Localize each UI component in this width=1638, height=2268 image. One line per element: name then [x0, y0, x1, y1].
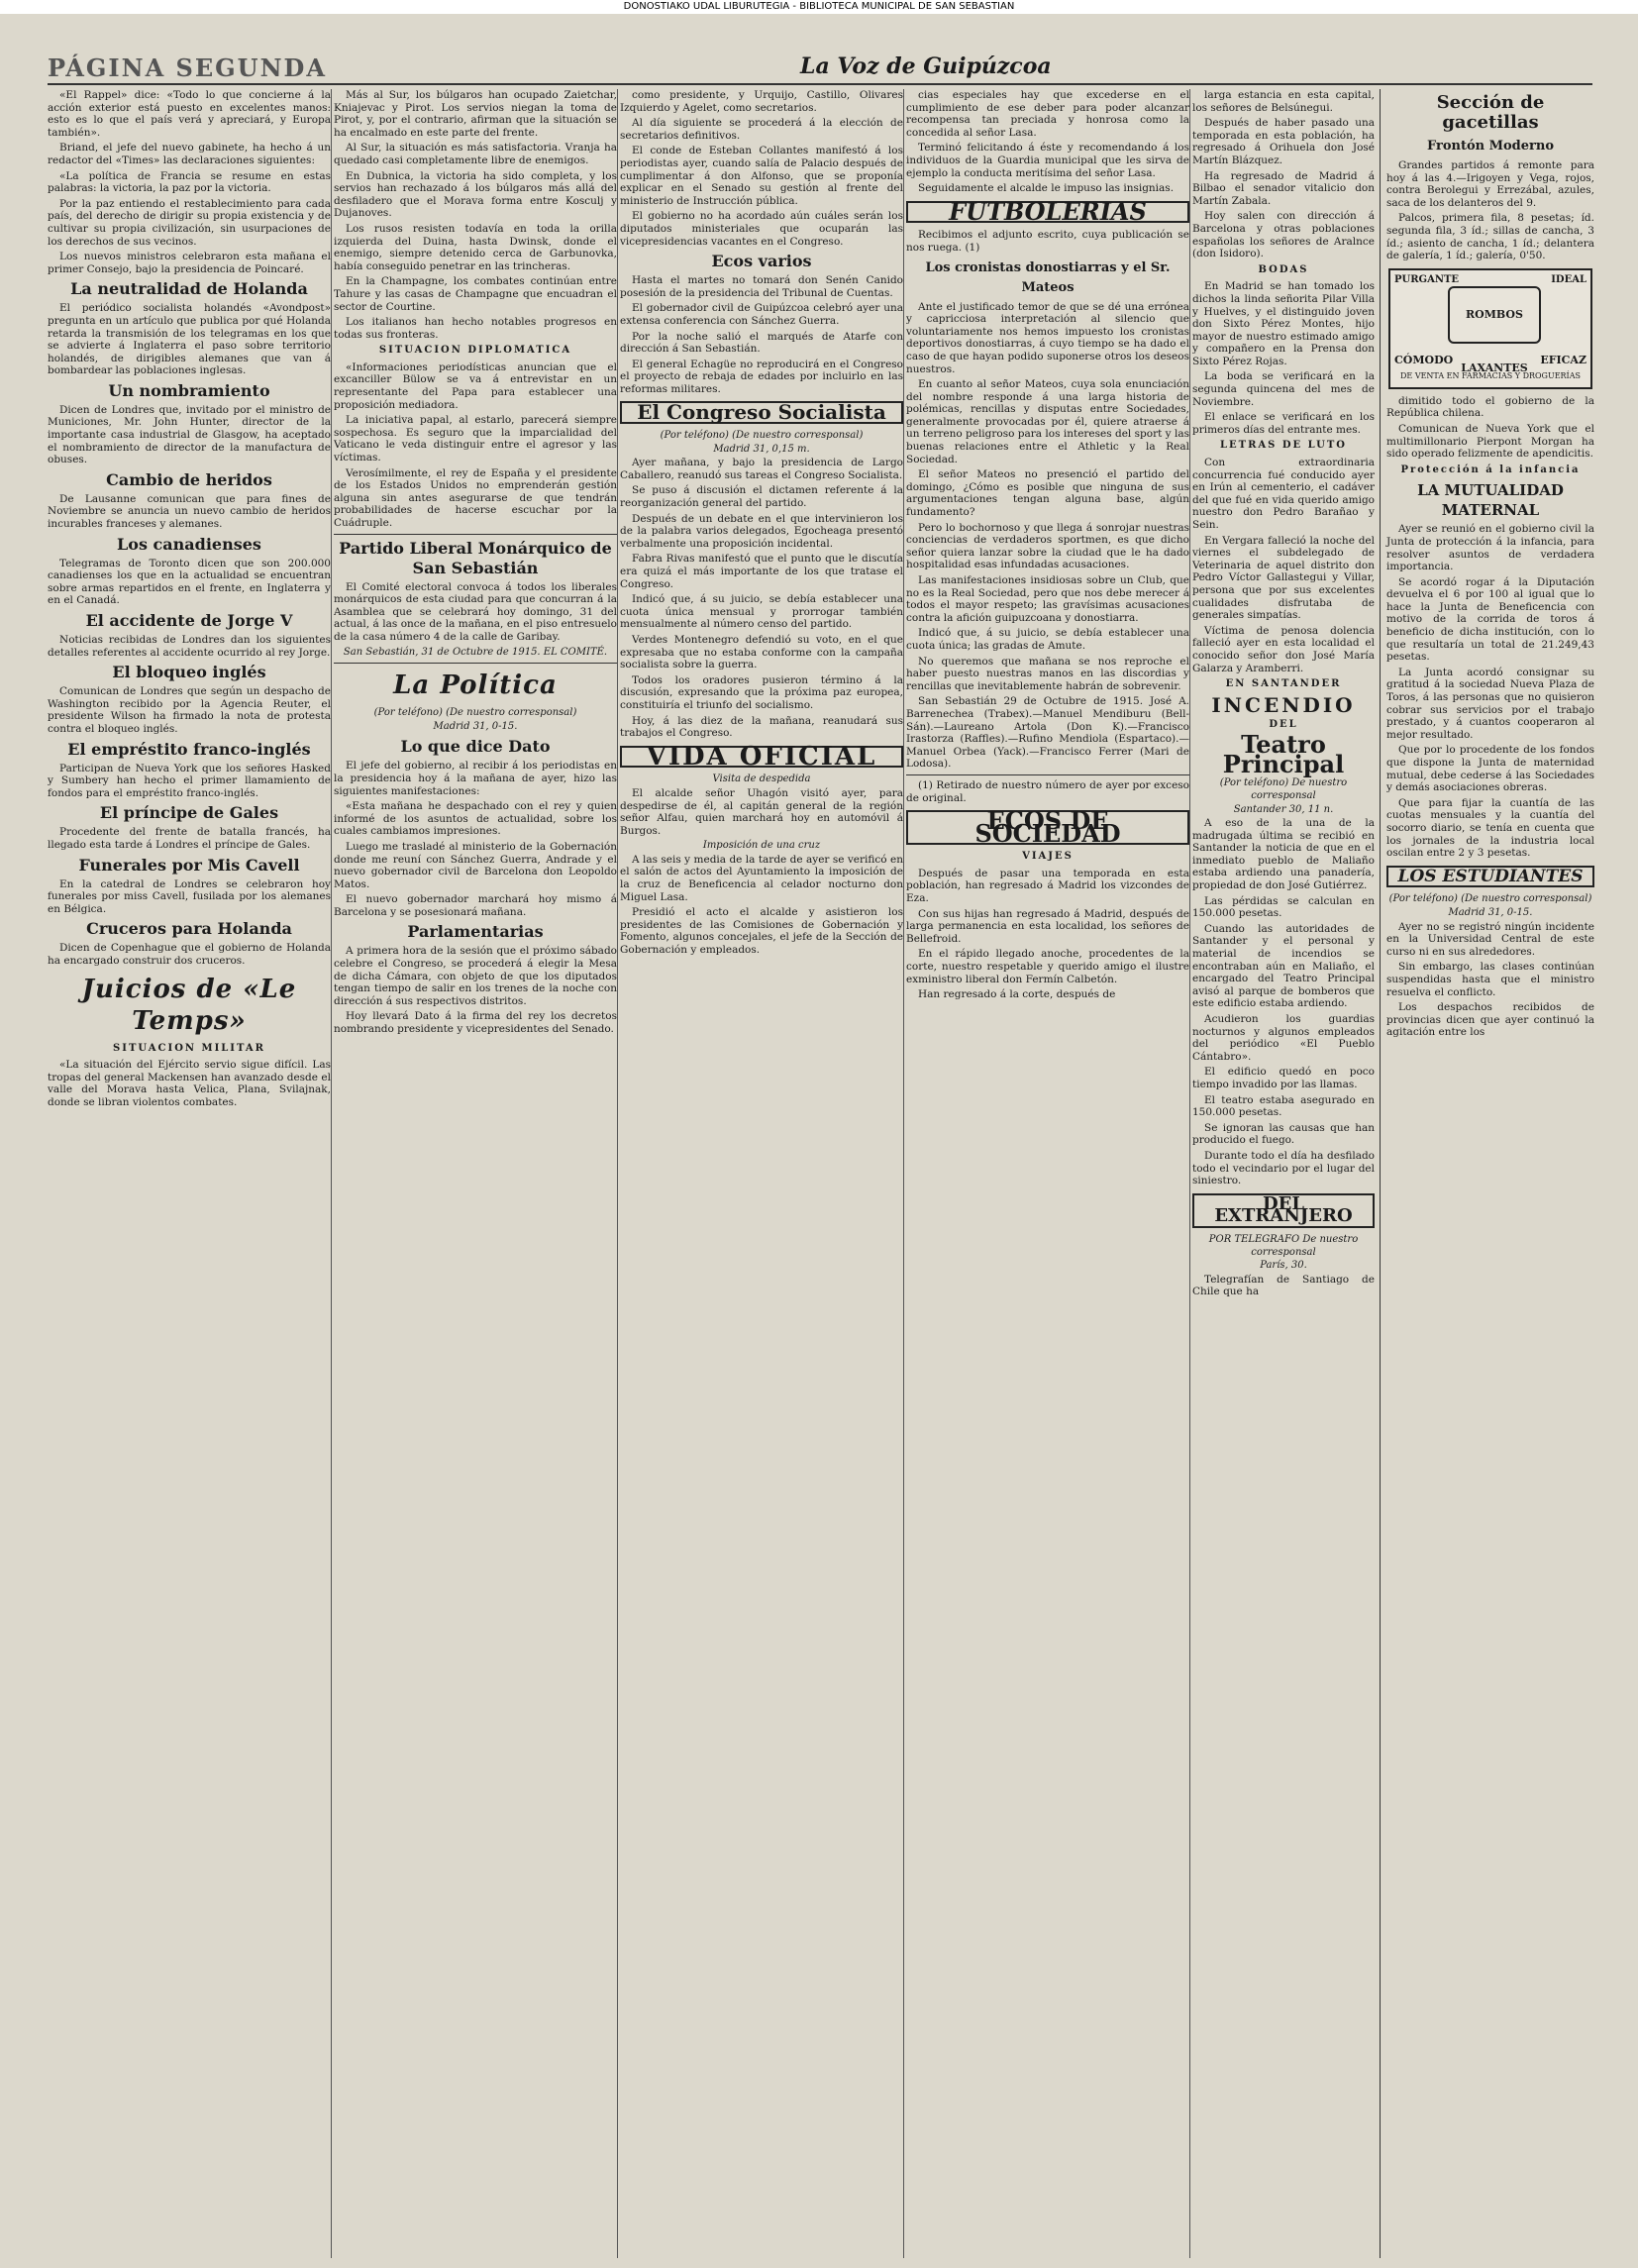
article-text: Los despachos recibidos de provincias dicen que ayer continuó la agitación entre los	[1386, 1001, 1594, 1039]
headline: El accidente de Jorge V	[85, 611, 293, 630]
headline-connector: DEL	[1269, 718, 1298, 730]
headline: Parlamentarias	[407, 922, 544, 942]
article-text: Dicen de Copenhague que el gobierno de Holanda ha encargado construir dos cruceros.	[48, 942, 331, 967]
article-text: En la catedral de Londres se celebraron hoy funerales por miss Cavell, fusilada por los alemanes en Bélgica.	[48, 877, 331, 915]
dateline: Madrid 31, 0-15.	[433, 720, 518, 732]
article-text: Que para fijar la cuantía de las cuotas mensuales y la cuantía del socorro diario, se tenía en cuenta que los jornales de la industria local oscilan entre 2 y 3 pesetas.	[1386, 796, 1594, 860]
article-text: En cuanto al señor Mateos, cuya sola enunciación del nombre responde á una larga historia de polémicas, rencillas y disputas entre Sociedades, generalmente provocadas por él, quiere atraerse á un terreno peligroso para los intereses del sport y las buenas relaciones entre el Athletic y la Real Sociedad.	[906, 378, 1189, 465]
headline: Un nombramiento	[108, 380, 270, 400]
article-text: «Esta mañana he despachado con el rey y quien informé de los asuntos de actualidad, sobre los cuales cambiamos impresiones.	[334, 800, 617, 838]
byline: (Por teléfono) De nuestro corresponsal	[1219, 777, 1348, 801]
column-6	[1380, 89, 1594, 2258]
section-label: EN SANTANDER	[1225, 678, 1342, 690]
byline: (Por teléfono) (De nuestro corresponsal)	[373, 707, 577, 719]
article-text: Durante todo el día ha desfilado todo el vecindario por el lugar del siniestro.	[1192, 1149, 1375, 1187]
article-text: Terminó felicitando á éste y recomendando á los individuos de la Guardia municipal que les sirva de ejemplo la conducta meritísima del señor Lasa.	[906, 142, 1189, 179]
column-3	[620, 89, 903, 2258]
headline-large: Juicios de «Le Temps»	[81, 974, 297, 1036]
article-text: La Junta acordó consignar su gratitud á la sociedad Nueva Plaza de Toros, á las personas que no quisieron cobrar sus servicios por el trabajo prestado, y á cuantos cooperaron al mejor resultado.	[1386, 666, 1594, 741]
article-text: Con extraordinaria concurrencia fué conducido ayer en Irún al cementerio, el cadáver del que fué en vida querido amigo nuestro don Pedro Barañao y Sein.	[1192, 457, 1375, 531]
article-text: Noticias recibidas de Londres dan los siguientes detalles referentes al accidente ocurrido al rey Jorge.	[48, 634, 331, 659]
byline: POR TELEGRAFO De nuestro corresponsal	[1208, 1233, 1359, 1258]
article-text: La iniciativa papal, al estarlo, parecerá siempre sospechosa. Es seguro que la imparcialidad del Vaticano le veda distinguir entre el agresor y las víctimas.	[334, 414, 617, 464]
newspaper-title: La Voz de Guipúzcoa	[800, 53, 1052, 79]
article-text: «El Rappel» dice: «Todo lo que concierne á la acción exterior está puesto en excelentes manos: esto es lo que el país verá y apreciará, y Europa también».	[48, 89, 331, 139]
article-text: dimitido todo el gobierno de la República chilena.	[1386, 394, 1594, 420]
headline: Funerales por Mis Cavell	[78, 855, 300, 875]
article-text: Comunican de Londres que según un despacho de Washington recibido por la Agencia Reuter, el presidente Wilson ha firmado la nota de protesta contra el bloqueo inglés.	[48, 685, 331, 735]
article-text: El gobernador civil de Guipúzcoa celebró ayer una extensa conferencia con Sánchez Guerra.	[620, 302, 903, 327]
article-text: Presidió el acto el alcalde y asistieron los presidentes de las Comisiones de Gobernación y Fomento, algunos concejales, el jefe de la Sección de Gobernación y empleados.	[620, 906, 903, 957]
headline: Los cronistas donostiarras y el Sr. Mateos	[925, 259, 1171, 295]
article-text: Dicen de Londres que, invitado por el ministro de Municiones, Mr. John Hunter, director de la importante casa industrial de Glasgow, ha aceptado el nombramiento de director de la manufactura de obuses.	[48, 403, 331, 466]
article-text: Por la noche salió el marqués de Atarfe con dirección á San Sebastián.	[620, 330, 903, 356]
article-text: Ha regresado de Madrid á Bilbao el senador vitalicio don Martín Zabala.	[1192, 169, 1375, 207]
article-text: Acudieron los guardias nocturnos y algunos empleados del periódico «El Pueblo Cántabro».	[1192, 1013, 1375, 1063]
subheading: VIAJES	[1022, 851, 1074, 863]
subheading: Imposición de una cruz	[702, 840, 821, 852]
article-text: Al Sur, la situación es más satisfactoria. Vranja ha quedado casi completamente libre de enemigos.	[334, 142, 617, 166]
article-text: Verdes Montenegro defendió su voto, en el que expresaba que no estaba conforme con la campaña socialista sobre la guerra.	[620, 633, 903, 671]
article-text: Cuando las autoridades de Santander y el personal y material de incendios se encontraban aún en Maliaño, el encargado del Teatro Principal avisó al parque de bomberos que este edificio estaba ardiendo.	[1192, 922, 1375, 1010]
headline: El bloqueo inglés	[112, 663, 266, 682]
signature: San Sebastián 29 de Octubre de 1915. José A. Barrenechea (Trabex).—Manuel Mendiburu (Bell-Sán).—Laureano Artola (Don K).—Francisco Irastorza (Raffles).—Rufino Mendiola (Espartaco).—Manuel Orbea (Yack).—Francisco Ferrer (Mari de Lodosa).	[906, 695, 1189, 771]
headline: El príncipe de Gales	[99, 803, 279, 823]
article-text: Hoy, á las diez de la mañana, reanudará sus trabajos el Congreso.	[620, 714, 903, 740]
subheading: SITUACION DIPLOMATICA	[378, 345, 572, 357]
article-text: El gobierno no ha acordado aún cuáles serán los diputados ministeriales que ocuparán las vicepresidencias vacantes en el Congreso.	[620, 210, 903, 248]
article-text: Más al Sur, los búlgaros han ocupado Zaietchar, Kniajevac y Pirot. Los servios niegan la toma de Pirot, y, por el contrario, afirman que la situación se ha encalmado en este parte del frente.	[334, 89, 617, 139]
article-text: A primera hora de la sesión que el próximo sábado celebre el Congreso, se procederá á elegir la Mesa de dicha Cámara, con objeto de que los diputados tengan tiempo de salir en los trenes de la noche con dirección á sus respectivos distritos.	[334, 945, 617, 1007]
article-text: Briand, el jefe del nuevo gabinete, ha hecho á un redactor del «Times» las declaraciones siguientes:	[48, 142, 331, 166]
article-text: «Informaciones periodísticas anuncian que el excanciller Bülow se va á entrevistar en un representante del Papa para establecer una proposición mediadora.	[334, 361, 617, 411]
article-text: Grandes partidos á remonte para hoy á las 4.—Irigoyen y Vega, rojos, contra Berolegui y Errezábal, azules, saca de los delanteros del 9.	[1386, 159, 1594, 209]
article-text: En el rápido llegado anoche, procedentes de la corte, nuestro respetable y querido amigo el ilustre exministro liberal don Fermín Calbetón.	[906, 948, 1189, 985]
article-text: Se puso á discusión el dictamen referente á la reorganización general del partido.	[620, 484, 903, 510]
article-text: Recibimos el adjunto escrito, cuya publicación se nos ruega. (1)	[906, 229, 1189, 254]
byline: (Por teléfono) (De nuestro corresponsal)	[660, 430, 864, 442]
column-rule	[903, 89, 904, 2258]
article-text: En la Champagne, los combates continúan entre Tahure y las casas de Champagne que encuadran el sector de Courtine.	[334, 275, 617, 313]
article-text: Verosímilmente, el rey de España y el presidente de los Estados Unidos no emprenderán gestión alguna sin antes asegurarse de que tendrán probabilidades de hacerse escuchar por la Cuádruple.	[334, 466, 617, 529]
headline: Ecos varios	[711, 252, 812, 271]
advertisement	[1388, 268, 1592, 389]
article-text: Ayer mañana, y bajo la presidencia de Largo Caballero, reanudó sus tareas el Congreso Socialista.	[620, 457, 903, 481]
article-text: El teatro estaba asegurado en 150.000 pesetas.	[1192, 1093, 1375, 1119]
article-text: Víctima de penosa dolencia falleció ayer en esta localidad el conocido señor don José María Galarza y Aramberri.	[1192, 624, 1375, 674]
column-5	[1192, 89, 1375, 2258]
article-text: Hasta el martes no tomará don Senén Canido posesión de la presidencia del Tribunal de Cuentas.	[620, 274, 903, 299]
article-text: Procedente del frente de batalla francés, ha llegado esta tarde á Londres el príncipe de Gales.	[48, 826, 331, 851]
column-rule	[331, 89, 332, 2258]
article-text: Participan de Nueva York que los señores Hasked y Sumbery han hecho el primer llamamiento de fondos para el empréstito franco-inglés.	[48, 762, 331, 799]
article-text: Indicó que, á su juicio, se debía establecer una cuota única mensual y prorrogar también mensualmente al número censo del partido.	[620, 593, 903, 631]
section-heading: Sección de gacetillas	[1436, 92, 1545, 133]
article-text: Hoy salen con dirección á Barcelona y otras poblaciones españolas los señores de Aralnce (don Isidoro).	[1192, 210, 1375, 260]
article-text: La boda se verificará en la segunda quincena del mes de Noviembre.	[1192, 370, 1375, 408]
column-4	[906, 89, 1189, 2258]
article-text: Comunican de Nueva York que el multimillonario Pierpont Morgan ha sido operado felizmente de apendicitis.	[1386, 422, 1594, 461]
article-text: Indicó que, á su juicio, se debía establecer una cuota única; las gradas de Amute.	[906, 627, 1189, 652]
subheading: SITUACION MILITAR	[113, 1042, 265, 1054]
headline-large: Teatro Principal	[1222, 730, 1345, 779]
dateline: Santander 30, 11 n.	[1233, 803, 1334, 815]
subheading: BODAS	[1258, 263, 1309, 275]
subheading: Protección á la infancia	[1400, 464, 1581, 475]
article-text: larga estancia en esta capital, los señores de Belsúnegui.	[1192, 89, 1375, 114]
footnote: (1) Retirado de nuestro número de ayer por exceso de original.	[906, 778, 1189, 804]
article-text: En Dubnica, la victoria ha sido completa, y los servios han rechazado á los búlgaros más allá del desfiladero que el Morava forma entre Kosculj y Dujanoves.	[334, 169, 617, 220]
headline: LA MUTUALIDAD MATERNAL	[1417, 481, 1564, 520]
article-text: Los nuevos ministros celebraron esta mañana el primer Consejo, bajo la presidencia de Poincaré.	[48, 251, 331, 275]
article-text: Pero lo bochornoso y que llega á sonrojar nuestras conciencias de verdaderos sportmen, es que dicho señor quiera lanzar sobre la ciudad que le ha dado hospitalidad esas infundadas acusaciones.	[906, 521, 1189, 571]
ad-text: DE VENTA EN FARMACIAS Y DROGUERÍAS	[1400, 371, 1581, 381]
article-text: El enlace se verificará en los primeros días del entrante mes.	[1192, 411, 1375, 436]
article-text: Después de pasar una temporada en esta población, han regresado á Madrid los vizcondes de Eza.	[906, 867, 1189, 905]
headline: INCENDIO	[1211, 692, 1356, 717]
article-text: Las manifestaciones insidiosas sobre un Club, que no es la Real Sociedad, pero que nos debe merecer á todos el mayor respeto; las gravísimas acusaciones contra la afición guipuzcoana y donostiarra.	[906, 574, 1189, 624]
headline-large: La Política	[393, 670, 558, 701]
headline: El empréstito franco-inglés	[67, 739, 311, 759]
article-text: Ayer se reunió en el gobierno civil la Junta de protección á la infancia, para resolver asuntos de verdadera importancia.	[1386, 523, 1594, 573]
headline: Partido Liberal Monárquico de San Sebastián	[339, 538, 612, 577]
article-text: Ante el justificado temor de que se dé una errónea y capricciosa interpretación al silencio que voluntariamente nos hemos impuesto los cronistas deportivos donostiarras, á cuyo tiempo se ha dado el caso de que hayan podido suponerse otros los deseos nuestros.	[906, 300, 1189, 375]
article-text: Se acordó rogar á la Diputación devuelva el 6 por 100 al igual que lo hace la Junta de Beneficencia con motivo de la corrida de toros á beneficio de dicha institución, con lo que resultaría un total de 21.249,43 pesetas.	[1386, 575, 1594, 664]
article-text: El Comité electoral convoca á todos los liberales monárquicos de esta ciudad para que concurran á la Asamblea que se celebrará hoy domingo, 31 del actual, á las once de la mañana, en el piso entresuelo de la casa número 4 de la calle de Garibay.	[334, 580, 617, 643]
article-text: El nuevo gobernador marchará hoy mismo á Barcelona y se posesionará mañana.	[334, 893, 617, 918]
headline: Frontón Moderno	[1426, 139, 1555, 154]
article-text: Todos los oradores pusieron término á la discusión, expresando que la próxima paz europea, constituiría el triunfo del socialismo.	[620, 673, 903, 711]
divider	[334, 663, 617, 664]
article-text: Después de un debate en el que intervinieron los de la palabra varios delegados, Egocheaga presentó verbalmente una proposición incidental.	[620, 512, 903, 550]
dateline: Madrid 31, 0,15 m.	[713, 443, 810, 455]
article-text: Telegrafían de Santiago de Chile que ha	[1192, 1273, 1375, 1298]
article-text: De Lausanne comunican que para fines de Noviembre se anuncia un nuevo cambio de heridos incurables franceses y alemanes.	[48, 492, 331, 531]
article-text: Que por lo procedente de los fondos que dispone la Junta de maternidad mutual, debe cederse á las Sociedades y demás asociaciones obreras.	[1386, 744, 1594, 794]
article-text: Telegramas de Toronto dicen que son 200.000 canadienses los que en la actualidad se encuentran sobre armas repartidos en el frente, en Inglaterra y en el Canadá.	[48, 557, 331, 607]
headline-boxed: VIDA OFICIAL	[620, 746, 903, 769]
article-text: Al día siguiente se procederá á la elección de secretarios definitivos.	[620, 117, 903, 142]
headline: Lo que dice Dato	[400, 737, 551, 757]
article-text: No queremos que mañana se nos reproche el haber puesto nuestras manos en las discordias y rencillas que inevitablemente habrán de sobrevenir.	[906, 655, 1189, 692]
signature: San Sebastián, 31 de Octubre de 1915. EL COMITÉ.	[343, 646, 608, 658]
headline: Los canadienses	[117, 534, 261, 554]
article-text: Los rusos resisten todavía en toda la orilla izquierda del Duina, hasta Dwinsk, donde el enemigo, siempre detenido cerca de Garbunovka, había conseguido penetrar en las trincheras.	[334, 222, 617, 272]
article-text: Con sus hijas han regresado á Madrid, después de larga permanencia en esta localidad, los señores de Bellefroid.	[906, 907, 1189, 945]
article-text: Sin embargo, las clases continúan suspendidas hasta que el ministro resuelva el conflicto.	[1386, 961, 1594, 998]
article-text: A las seis y media de la tarde de ayer se verificó en el salón de actos del Ayuntamiento la imposición de la cruz de Beneficencia al celador nocturno don Miguel Lasa.	[620, 853, 903, 903]
ad-text: IDEAL	[1551, 273, 1587, 285]
article-text: En Vergara falleció la noche del viernes el subdelegado de Veterinaria de aquel distrito don Pedro Víctor Gallastegui y Villar, persona que por sus excelentes cualidades disfrutaba de generales simpatías.	[1192, 534, 1375, 622]
article-text: Los italianos han hecho notables progresos en todas sus fronteras.	[334, 316, 617, 341]
column-2	[334, 89, 617, 2258]
article-text: cias especiales hay que excederse en el cumplimiento de ese deber para poder alcanzar recompensa tan preciada y honrosa como la concedida al señor Lasa.	[906, 89, 1189, 139]
byline: (Por teléfono) (De nuestro corresponsal)	[1388, 893, 1592, 905]
article-text: Se ignoran las causas que han producido el fuego.	[1192, 1121, 1375, 1147]
article-text: El alcalde señor Uhagón visitó ayer, para despedirse de él, al capitán general de la región señor Alfau, quien marchará hoy en automóvil á Burgos.	[620, 786, 903, 837]
column-rule	[1189, 89, 1190, 2258]
scan-header: DONOSTIAKO UDAL LIBURUTEGIA - BIBLIOTECA MUNICIPAL DE SAN SEBASTIAN	[0, 0, 1638, 14]
article-text: como presidente, y Urquijo, Castillo, Olivares Izquierdo y Agelet, como secretarios.	[620, 89, 903, 114]
headline-boxed: LOS ESTUDIANTES	[1386, 866, 1594, 888]
page-label: PÁGINA SEGUNDA	[48, 53, 327, 82]
article-text: Han regresado á la corte, después de	[918, 988, 1116, 1001]
headline-boxed: ECOS DE SOCIEDAD	[906, 810, 1189, 845]
divider	[334, 534, 617, 535]
ad-text: EFICAZ	[1540, 354, 1587, 367]
article-text: Después de haber pasado una temporada en esta población, ha regresado á Orihuela don José Martín Blázquez.	[1192, 117, 1375, 166]
article-text: El periódico socialista holandés «Avondpost» pregunta en un artículo que publica por qué Holanda retarda la transmisión de los telegramas en los que se advierte á Inglaterra el paso sobre territorio holandés, de dirigibles alemanes que van á bombardear las poblaciones inglesas.	[48, 302, 331, 377]
article-text: Luego me trasladé al ministerio de la Gobernación donde me reuní con Sánchez Guerra, Andrade y el nuevo gobernador civil de Barcelona don Leopoldo Matos.	[334, 840, 617, 890]
subheading: LETRAS DE LUTO	[1220, 440, 1347, 452]
article-text: A eso de la una de la madrugada última se recibió en Santander la noticia de que en el inmediato pueblo de Maliaño estaba ardiendo una panadería, propiedad de don José Gutiérrez.	[1192, 817, 1375, 892]
column-1	[48, 89, 331, 2258]
divider	[906, 774, 1189, 775]
article-text: Hoy llevará Dato á la firma del rey los decretos nombrando presidente y vicepresidentes del Senado.	[334, 1010, 617, 1036]
article-text: Palcos, primera fila, 8 pesetas; íd. segunda fila, 3 íd.; sillas de cancha, 3 íd.; asiento de cancha, 1 íd.; delantera de galería, 1 íd.; galería, 0'50.	[1386, 212, 1594, 262]
dateline: Madrid 31, 0-15.	[1448, 906, 1533, 918]
headline: Cruceros para Holanda	[86, 919, 292, 939]
article-text: El edificio quedó en poco tiempo invadido por las llamas.	[1192, 1066, 1375, 1090]
subheading: Visita de despedida	[712, 773, 811, 785]
headline: Cambio de heridos	[106, 469, 272, 489]
headline-boxed: DEL EXTRANJERO	[1192, 1193, 1375, 1228]
article-text: El jefe del gobierno, al recibir á los periodistas en la presidencia hoy á la mañana de ayer, hizo las siguientes manifestaciones:	[334, 760, 617, 797]
article-text: «La política de Francia se resume en estas palabras: la victoria, la paz por la victoria.	[48, 169, 331, 195]
pill-box-icon: ROMBOS LAXANTES	[1448, 286, 1541, 344]
article-text: Seguidamente el alcalde le impuso las insignias.	[918, 182, 1175, 195]
headline-boxed: FUTBOLERIAS	[906, 201, 1189, 224]
column-rule	[617, 89, 618, 2258]
ad-text: PURGANTE	[1394, 273, 1460, 285]
article-text: Ayer no se registró ningún incidente en la Universidad Central de este curso ni en sus alrededores.	[1386, 920, 1594, 958]
article-text: Fabra Rivas manifestó que el punto que le discutía era quizá el más importante de los que tratase el Congreso.	[620, 553, 903, 590]
article-text: Las pérdidas se calculan en 150.000 pesetas.	[1192, 894, 1375, 920]
article-text: El señor Mateos no presenció el partido del domingo, ¿Cómo es posible que ninguna de sus argumentaciones tengan alguna base, algún fundamento?	[906, 468, 1189, 519]
article-text: En Madrid se han tomado los dichos la linda señorita Pilar Villa y Huelves, y el distinguido joven don Sixto Pérez Montes, hijo mayor de nuestro estimado amigo y compañero en la Prensa don Sixto Pérez Rojas.	[1192, 280, 1375, 367]
article-text: Por la paz entiendo el restablecimiento para cada país, del derecho de dirigir su propia existencia y de cultivar su propia civilización, sin usurpaciones de los derechos de sus vecinos.	[48, 197, 331, 248]
headline: La neutralidad de Holanda	[70, 279, 308, 299]
headline-boxed: El Congreso Socialista	[620, 401, 903, 424]
article-text: «La situación del Ejército servio sigue difícil. Las tropas del general Mackensen han avanzado desde el valle del Morava hasta Velica, Plana, Svilajnak, donde se libran violentos combates.	[48, 1059, 331, 1108]
article-text: El conde de Esteban Collantes manifestó á los periodistas ayer, cuando salía de Palacio después de cumplimentar á don Alfonso, que se proponía explicar en el Senado su gestión al frente del ministerio de Instrucción pública.	[620, 145, 903, 207]
masthead	[48, 50, 1592, 85]
article-text: El general Echagüe no reproducirá en el Congreso el proyecto de rebaja de edades por incluirlo en las reformas militares.	[620, 358, 903, 395]
ad-text: CÓMODO	[1394, 354, 1454, 367]
dateline: París, 30.	[1260, 1260, 1307, 1272]
